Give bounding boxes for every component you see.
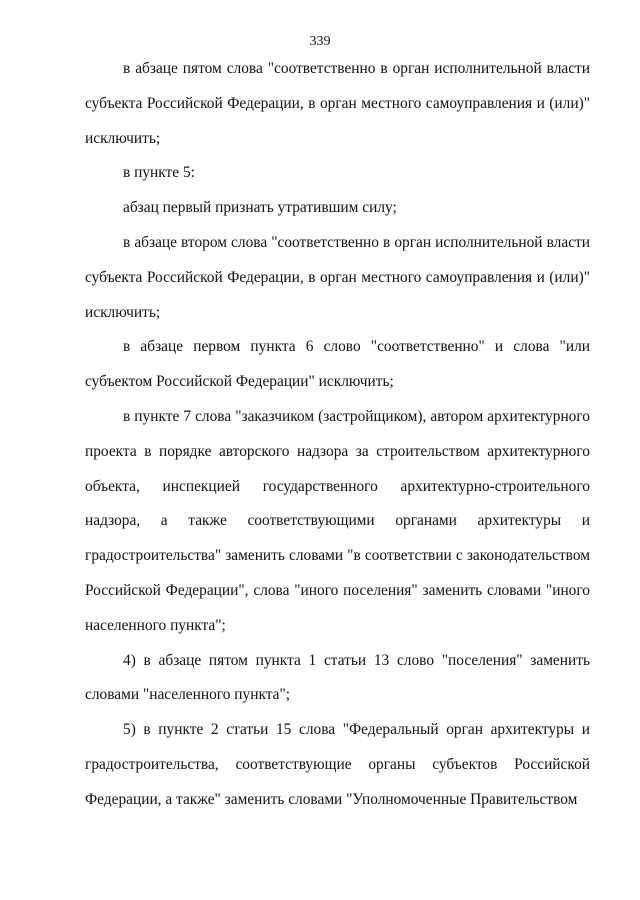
paragraph: в абзаце первом пункта 6 слово "соответственно" и слова "или субъектом Российской Федерации" исключить;: [85, 338, 590, 391]
page-number: 339: [309, 34, 331, 49]
paragraph: в абзаце втором слова "соответственно в орган исполнительной власти субъекта Российской Федерации, в орган местного самоуправления и (или)" исключить;: [85, 233, 590, 321]
document-body: [85, 52, 590, 818]
paragraph: в абзаце пятом слова "соответственно в орган исполнительной власти субъекта Российской Федерации, в орган местного самоуправления и (или)" исключить;: [85, 60, 590, 147]
paragraph: в пункте 7 слова "заказчиком (застройщиком), автором архитектурного проекта в порядке авторского надзора за строительством архитектурного объекта, инспекцией государственного архитектурно-строительного надзора, а также соответствующими органами архитектуры и градостроительства" заменить словами "в соответствии с законодательством Российской Федерации", слова "иного поселения" заменить словами "иного населенного пункта";: [85, 407, 590, 634]
paragraph: абзац первый признать утратившим силу;: [123, 199, 397, 217]
paragraph: 4) в абзаце пятом пункта 1 статьи 13 слово "поселения" заменить словами "населенного пункта";: [85, 651, 590, 704]
paragraph: 5) в пункте 2 статьи 15 слова "Федеральный орган архитектуры и градостроительства, соответствующие органы субъектов Российской Федерации, а также" заменить словами "Уполномоченные Правительством: [85, 721, 590, 808]
paragraph: в пункте 5:: [123, 164, 195, 182]
